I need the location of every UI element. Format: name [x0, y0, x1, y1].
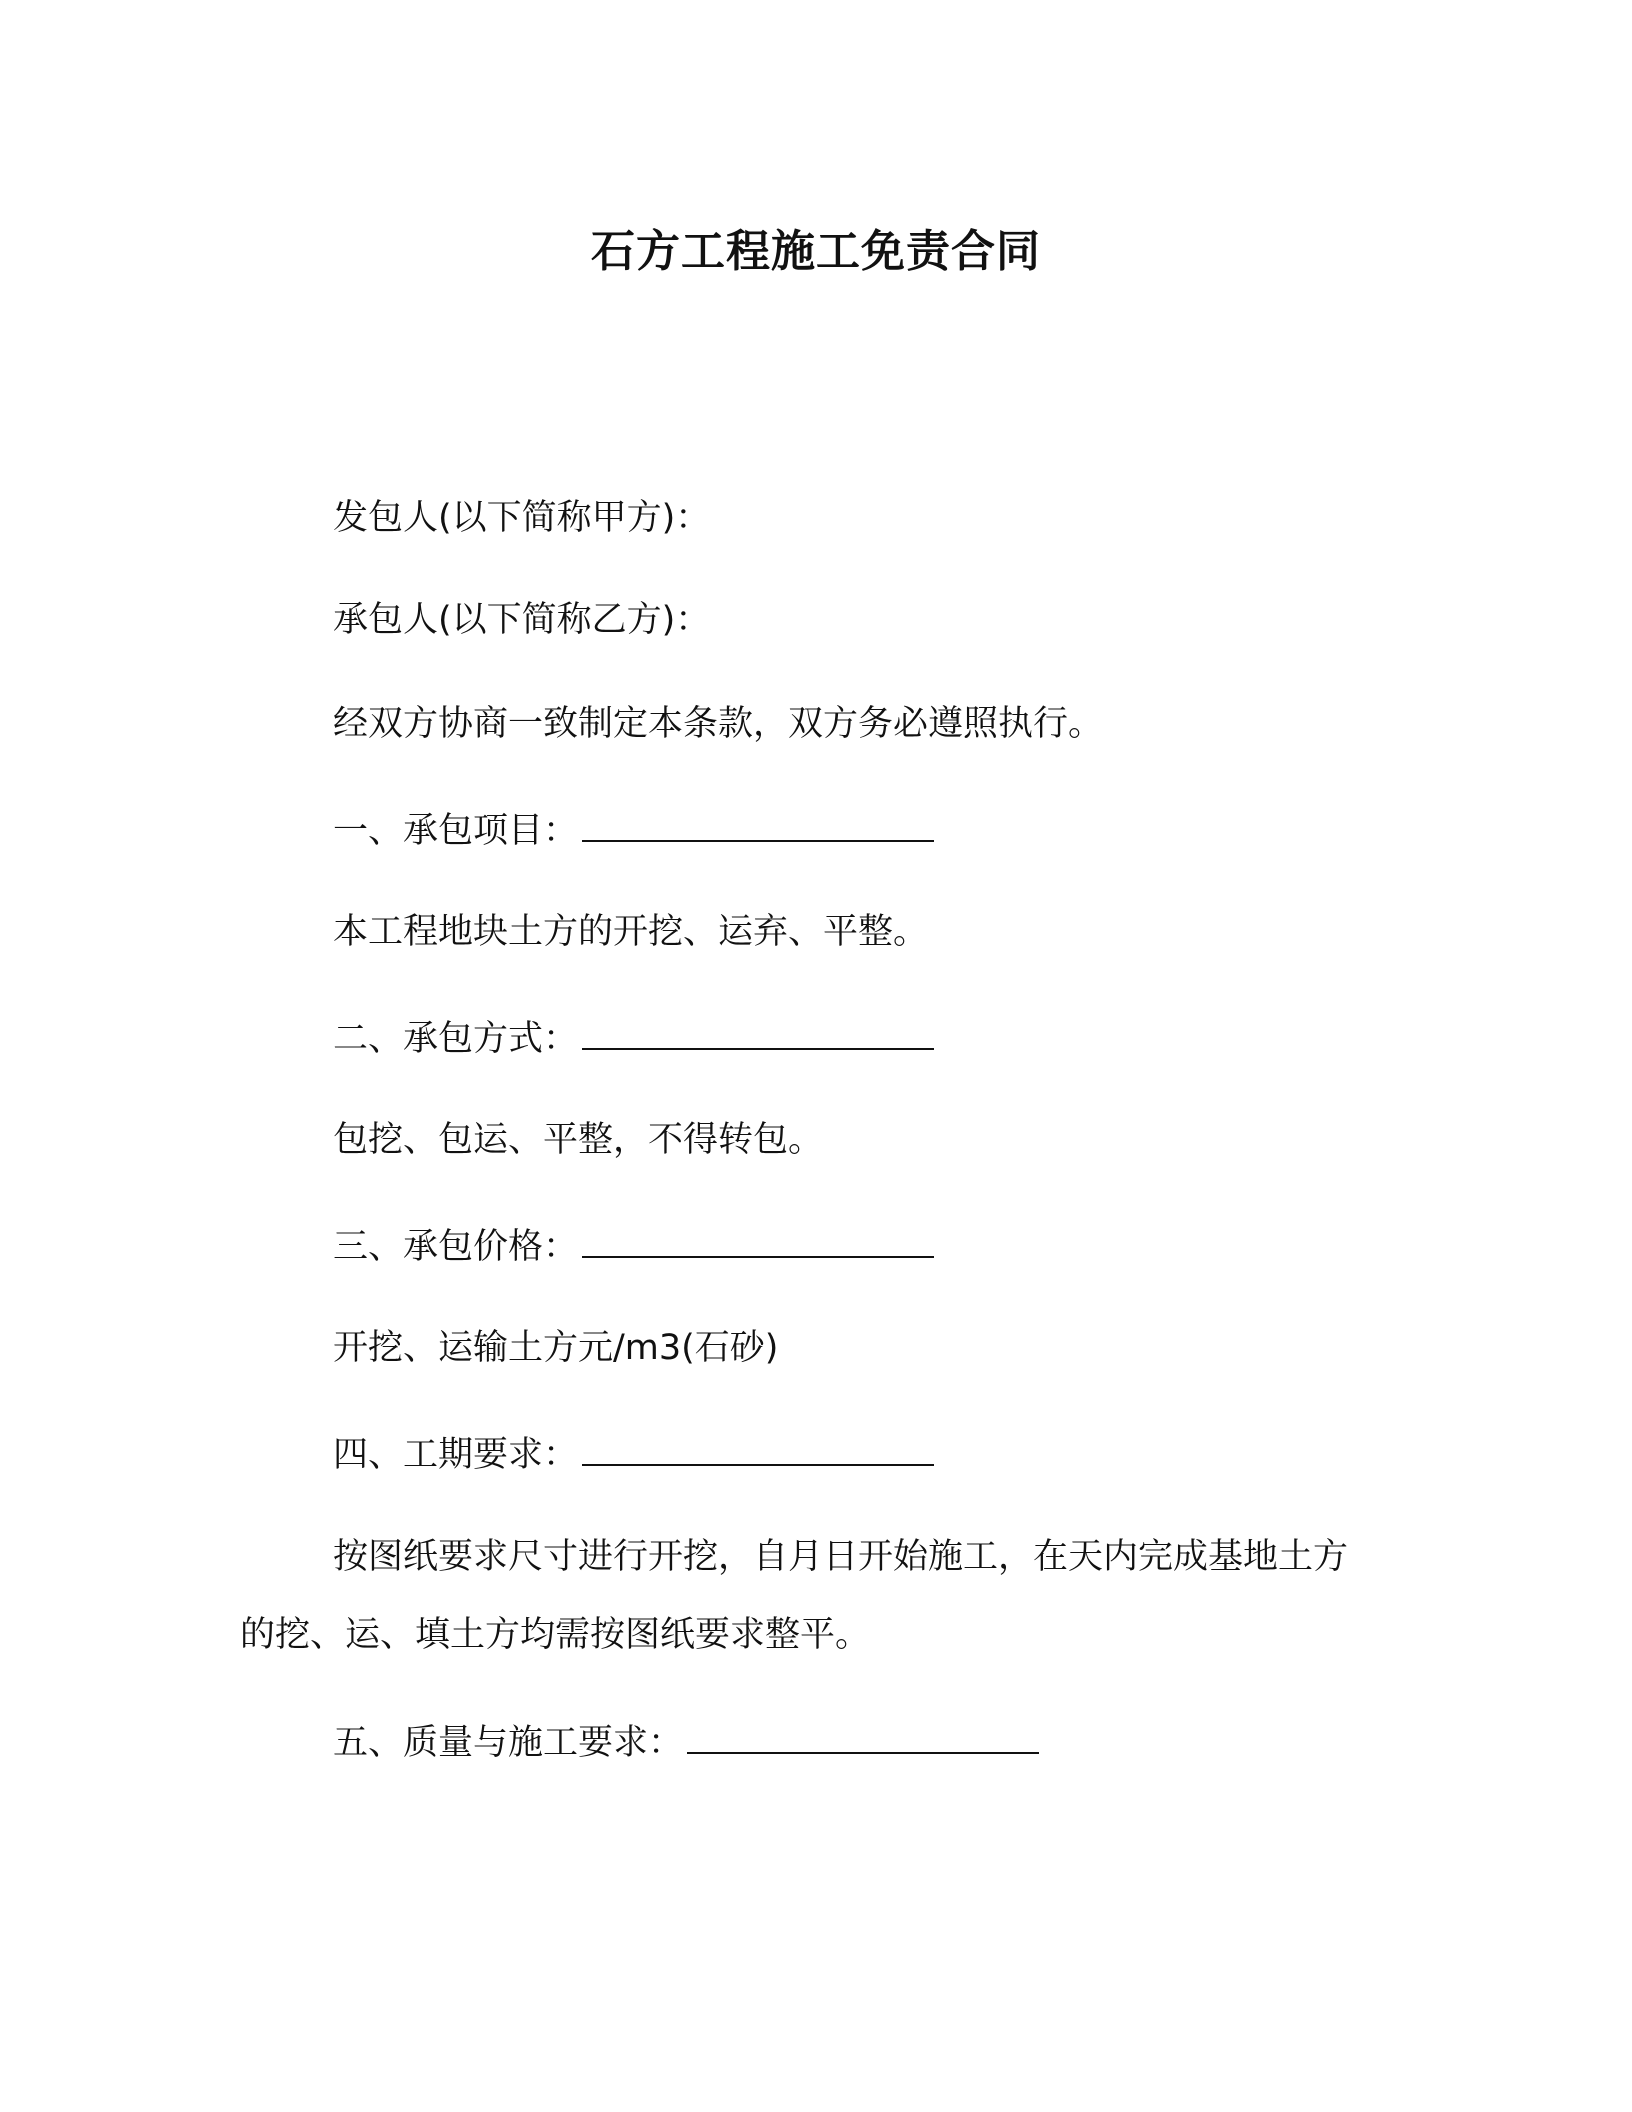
section-2-heading: [333, 1012, 934, 1063]
section-5-heading: [333, 1716, 1039, 1767]
section-3-heading: [333, 1220, 934, 1271]
blank-field: [582, 1428, 934, 1466]
section-3-body: 开挖、运输土方元/m3(石砂): [333, 1328, 779, 1368]
party-a-label: 发包人(以下简称甲方)：: [333, 498, 711, 538]
section-heading-text: 三、承包价格：: [333, 1227, 579, 1267]
blank-field: [687, 1716, 1039, 1754]
intro-text: 经双方协商一致制定本条款，双方务必遵照执行。: [333, 704, 1104, 744]
section-1-heading: [333, 804, 934, 855]
section-heading-text: 一、承包项目：: [333, 811, 579, 851]
section-heading-text: 四、工期要求：: [333, 1435, 579, 1475]
section-heading-text: 五、质量与施工要求：: [333, 1723, 684, 1763]
blank-field: [582, 1220, 934, 1258]
blank-field: [582, 804, 934, 842]
section-2-body: 包挖、包运、平整，不得转包。: [333, 1120, 824, 1160]
section-1-body: 本工程地块土方的开挖、运弃、平整。: [333, 912, 929, 952]
document-title: 石方工程施工免责合同: [591, 226, 1041, 277]
blank-field: [582, 1012, 934, 1050]
section-heading-text: 二、承包方式：: [333, 1019, 579, 1059]
section-4-body: 按图纸要求尺寸进行开挖，自月日开始施工，在天内完成基地土方的挖、运、填土方均需按图纸要求整平。: [240, 1537, 1349, 1655]
section-4-heading: [333, 1428, 934, 1479]
party-b-label: 承包人(以下简称乙方)：: [333, 600, 711, 640]
